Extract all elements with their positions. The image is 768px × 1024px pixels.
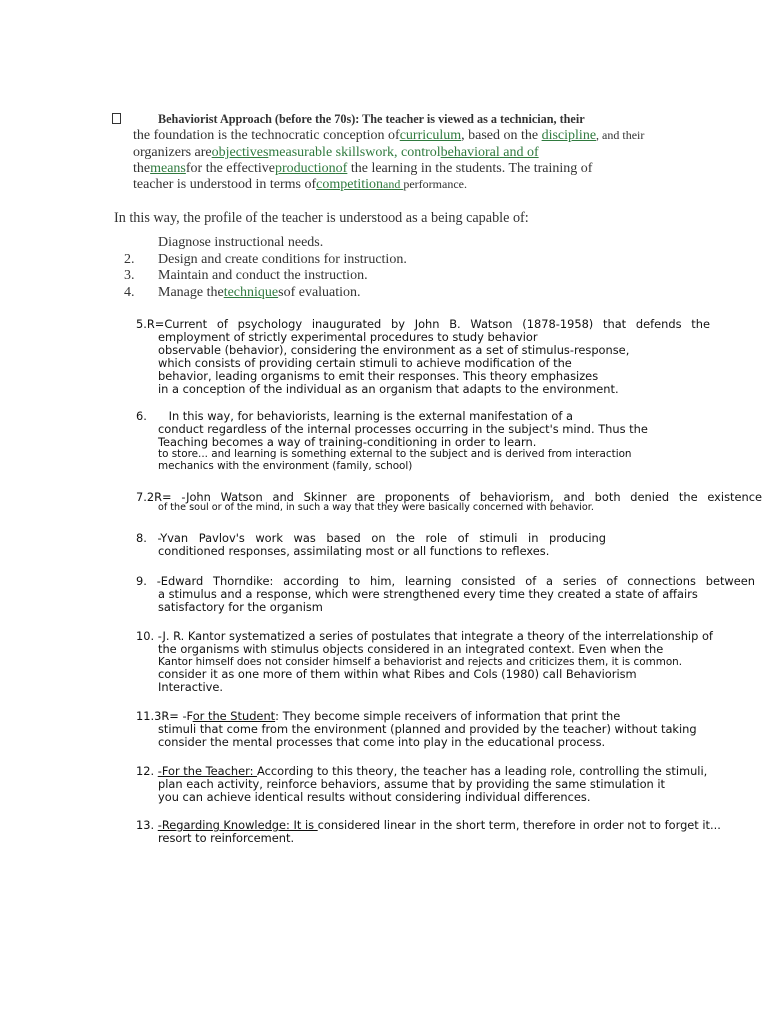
bullet-box-icon: [112, 113, 121, 124]
production-link[interactable]: production: [275, 161, 336, 176]
item-11-prefix: 11.3R= -F: [136, 709, 193, 723]
heading-line-3: [133, 145, 539, 161]
item-5-line: employment of strictly experimental procedures to study behavior: [158, 330, 538, 344]
item-5-body: [158, 331, 629, 396]
heading-text: teacher is understood in terms of: [133, 177, 317, 192]
item-12-body: [158, 778, 665, 804]
item-11-body: [158, 723, 697, 749]
for-the-teacher-label: -For the Teacher:: [157, 764, 258, 778]
capability-number: 3.: [124, 268, 135, 283]
item-7-small-line: of the soul or of the mind, in such a way that they were basically concerned with behavior.: [158, 502, 594, 513]
item-5-line: behavior, leading organisms to emit their responses. This theory emphasizes: [158, 369, 599, 383]
item-10-line: the organisms with stimulus objects considered in an integrated context. Even when the: [158, 642, 664, 656]
heading-text: measurable skills: [268, 145, 366, 160]
item-13-prefix: 13.: [136, 818, 158, 832]
item-8-line: conditioned responses, assimilating most or all functions to reflexes.: [158, 544, 550, 558]
capability-text: sof evaluation.: [278, 285, 361, 300]
item-9-line: satisfactory for the organism: [158, 600, 323, 614]
curriculum-link[interactable]: curriculum: [399, 128, 462, 143]
item-13-line: resort to reinforcement.: [158, 831, 295, 845]
discipline-link[interactable]: discipline: [541, 128, 597, 143]
means-link[interactable]: means: [150, 161, 186, 176]
heading-text: for the effective: [185, 161, 276, 176]
item-9-body: [158, 588, 698, 614]
item-6-line: conduct regardless of the internal processes occurring in the subject's mind. Thus the: [158, 422, 648, 436]
capability-1: Diagnose instructional needs.: [158, 235, 324, 250]
capability-2: Design and create conditions for instruction.: [158, 252, 407, 267]
capability-4: [158, 285, 361, 301]
capability-number: 4.: [124, 285, 135, 300]
item-9-line: a stimulus and a response, which were strengthened every time they created a state of affairs: [158, 587, 698, 601]
item-10-body: [158, 668, 637, 694]
item-13-text: considered linear in the short term, therefore in order not to forget it...: [317, 818, 721, 832]
item-10-first-line: 10. -J. R. Kantor systematized a series of postulates that integrate a theory of the interrelationship of: [136, 629, 713, 643]
heading-text: , based on the: [461, 128, 542, 143]
item-10-line: consider it as one more of them within what Ribes and Cols (1980) call Behaviorism: [158, 667, 637, 681]
item-7-first-line: 7.2R= -John Watson and Skinner are proponents of behaviorism, and both denied the existence: [136, 490, 762, 504]
heading-text: organizers are: [133, 145, 212, 160]
heading-text: and: [383, 177, 404, 191]
heading-text: and of: [499, 145, 539, 160]
heading-text: the foundation is the technocratic conception of: [133, 128, 400, 143]
item-6-line: Teaching becomes a way of training-conditioning in order to learn.: [158, 435, 537, 449]
item-12-prefix: 12.: [136, 764, 158, 778]
item-8-first-line: 8. -Yvan Pavlov's work was based on the role of stimuli in producing: [136, 531, 606, 545]
capability-3: Maintain and conduct the instruction.: [158, 268, 368, 283]
item-5-line: which consists of providing certain stimuli to achieve modification of the: [158, 356, 572, 370]
item-6-small-line: to store... and learning is something external to the subject and is derived from interaction: [158, 448, 632, 460]
heading-line-1: Behaviorist Approach (before the 70s): The teacher is viewed as a technician, their: [158, 112, 585, 126]
item-10-line: Interactive.: [158, 680, 223, 694]
heading-line-2: [133, 128, 644, 144]
item-5-line: observable (behavior), considering the environment as a set of stimulus-response,: [158, 343, 630, 357]
item-10-small-line: Kantor himself does not consider himself a behaviorist and rejects and criticizes them, it is common.: [158, 656, 683, 668]
item-12-line: you can achieve identical results without considering individual differences.: [158, 790, 591, 804]
item-6-first-line: 6. In this way, for behaviorists, learning is the external manifestation of a: [136, 409, 573, 423]
objectives-link[interactable]: objectives: [211, 145, 269, 160]
heading-text: work, control: [365, 145, 441, 160]
item-5-line: in a conception of the individual as an organism that adapts to the environment.: [158, 382, 619, 396]
item-12-line: plan each activity, reinforce behaviors, assume that by providing the same stimulation it: [158, 777, 666, 791]
item-6-body: [158, 423, 648, 449]
heading-text: , and their: [596, 128, 645, 142]
heading-line-4: [133, 161, 592, 177]
for-the-student-label: or the Student: [192, 709, 276, 723]
item-9-first-line: 9. -Edward Thorndike: according to him, learning consisted of a series of connections between: [136, 574, 755, 588]
capability-number: 2.: [124, 252, 135, 267]
item-11-line: stimuli that come from the environment (planned and provided by the teacher) without taking: [158, 722, 697, 736]
heading-text: performance.: [403, 177, 467, 191]
capability-text: Manage the: [158, 285, 224, 300]
technique-link[interactable]: technique: [223, 285, 279, 300]
behavioral-link[interactable]: behavioral: [440, 145, 500, 160]
of-link[interactable]: of: [335, 161, 348, 176]
item-11-line: consider the mental processes that come into play in the educational process.: [158, 735, 606, 749]
item-11-text: : They become simple receivers of information that print the: [275, 709, 621, 723]
item-12-text: According to this theory, the teacher has a leading role, controlling the stimuli,: [257, 764, 708, 778]
item-6-small-line: mechanics with the environment (family, school): [158, 460, 413, 472]
intro-text: In this way, the profile of the teacher is understood as a being capable of:: [114, 210, 529, 226]
competition-link[interactable]: competition: [316, 177, 384, 192]
heading-text: the: [133, 161, 151, 176]
regarding-knowledge-label: -Regarding Knowledge: It is: [157, 818, 318, 832]
item-5-first-line: 5.R=Current of psychology inaugurated by John B. Watson (1878-1958) that defends the: [136, 317, 710, 331]
item-6-small-body: [158, 448, 632, 472]
heading-line-5: [133, 177, 467, 193]
heading-text: the learning in the students. The training of: [347, 161, 593, 176]
